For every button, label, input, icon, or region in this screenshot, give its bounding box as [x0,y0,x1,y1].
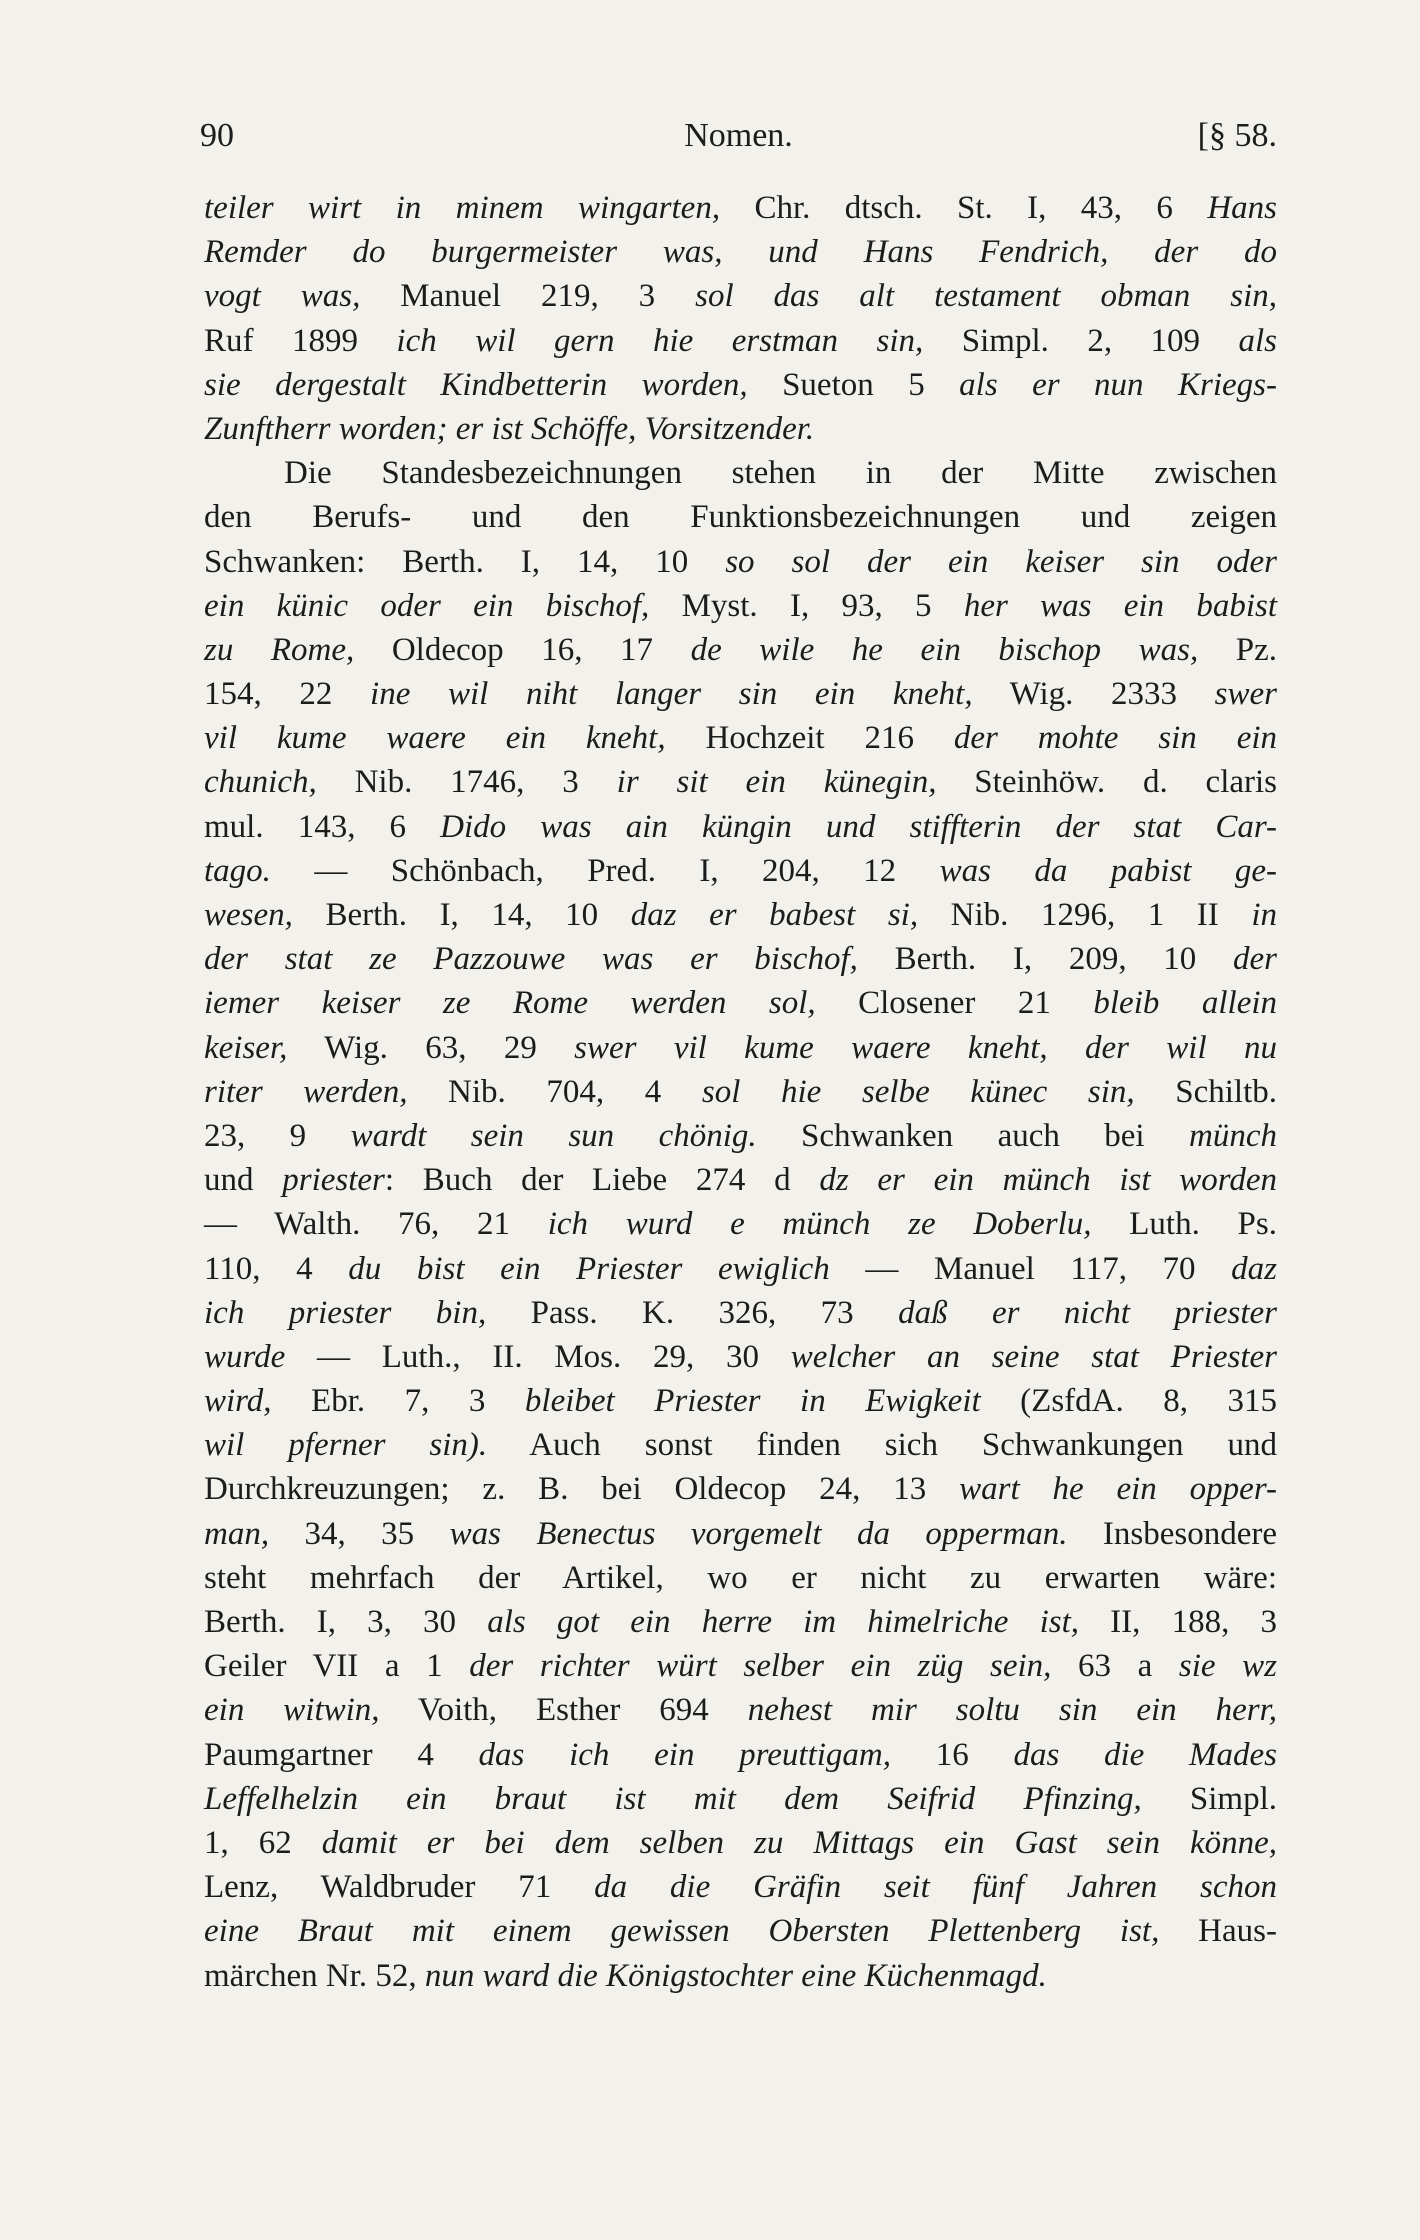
italic-citation-text: zu Rome, [204,631,355,668]
running-head [200,112,1277,160]
italic-citation-text: nun ward die Königstochter eine Küchenmagd. [424,1957,1047,1994]
roman-text: Geiler VII a 1 [204,1648,470,1685]
roman-text: 154, 22 [204,676,371,713]
roman-text: Schwanken auch bei [756,1117,1189,1154]
italic-citation-text: nehest mir soltu sin ein herr, [747,1692,1278,1729]
roman-text: Haus- [1159,1913,1277,1950]
roman-text: Nib. 1296, 1 II [918,897,1252,933]
text-line [204,716,1277,760]
italic-citation-text: so sol der ein keiser sin oder [725,543,1277,580]
roman-text: Pass. K. 326, 73 [486,1294,899,1331]
running-title: Nomen. [684,117,793,154]
italic-citation-text: Dido was ain küngin und stiffterin der stat Car- [440,808,1278,845]
italic-citation-text: der [1233,941,1278,978]
roman-text: Chr. dtsch. St. I, 43, 6 [720,190,1208,226]
text-line [204,1909,1277,1953]
italic-citation-text: priester [282,1162,385,1199]
italic-citation-text: dz er ein münch ist worden [819,1162,1277,1199]
italic-citation-text: welcher an seine stat Priester [790,1338,1277,1375]
roman-text: Berth. I, 209, 10 [857,941,1234,978]
text-line [204,849,1277,893]
roman-text: 34, 35 [269,1515,450,1552]
roman-text: Auch sonst finden sich Schwankungen und [487,1427,1277,1464]
roman-text: — Manuel 117, 70 [829,1250,1232,1287]
text-line [204,1777,1277,1821]
roman-text: — Schönbach, Pred. I, 204, 12 [270,852,940,889]
italic-citation-text: wil pferner sin). [204,1427,488,1464]
italic-citation-text: in [1251,897,1278,933]
text-line [204,495,1277,539]
roman-text: 16 [891,1736,1014,1773]
roman-text: : Buch der Liebe 274 d [384,1162,820,1199]
roman-text: Luth. Ps. [1091,1206,1277,1243]
italic-citation-text: was da pabist ge- [939,852,1277,889]
text-line [204,1379,1277,1423]
text-line [204,186,1277,230]
italic-citation-text: sol das alt testament obman sin, [695,278,1277,315]
text-line [204,1954,1277,1998]
text-line [204,893,1277,937]
roman-text: 23, 9 [204,1117,351,1154]
italic-citation-text: eine Braut mit einem gewissen Obersten Plettenberg ist, [204,1913,1160,1950]
italic-citation-text: da die Gräfin seit fünf Jahren schon [594,1869,1277,1906]
text-line [204,319,1277,363]
text-line [204,451,1277,495]
italic-citation-text: sie dergestalt Kindbetterin worden, [204,366,748,403]
text-line [204,1335,1277,1379]
italic-citation-text: als [1238,322,1278,359]
italic-citation-text: tago. [204,852,271,889]
italic-citation-text: teiler wirt in minem wingarten, [204,190,721,226]
text-line [204,937,1277,981]
roman-text: den Berufs- und den Funktionsbezeichnungen und zeigen [204,499,1277,536]
roman-text: 63 a [1051,1648,1179,1685]
italic-citation-text: wardt sein sun chönig. [350,1117,757,1154]
roman-text: Voith, Esther 694 [379,1692,748,1729]
text-line [204,1644,1277,1688]
roman-text: — Walth. 76, 21 [204,1206,548,1243]
text-line [204,1202,1277,1246]
italic-citation-text: iemer keiser ze Rome werden sol, [204,985,816,1022]
roman-text: Myst. I, 93, 5 [649,587,964,624]
italic-citation-text: keiser, [204,1029,288,1066]
italic-citation-text: man, [204,1515,270,1552]
page-number: 90 [200,117,234,154]
roman-text: (ZsfdA. 8, 315 [980,1383,1277,1420]
text-line [204,1467,1277,1511]
roman-text: mul. 143, 6 [204,808,441,845]
roman-text: märchen Nr. 52, [204,1957,425,1994]
text-line [204,1600,1277,1644]
roman-text: Schwanken: Berth. I, 14, 10 [204,543,726,580]
text-line [204,363,1277,407]
italic-citation-text: das ich ein preuttigam, [478,1736,892,1773]
italic-citation-text: damit er bei dem selben zu Mittags ein Gast sein könne, [321,1824,1278,1861]
italic-citation-text: münch [1189,1117,1277,1154]
text-line [204,1512,1277,1556]
text-line [204,628,1277,672]
roman-text: steht mehrfach der Artikel, wo er nicht zu erwarten wäre: [204,1559,1277,1596]
roman-text: Berth. I, 3, 30 [204,1604,488,1640]
roman-text: — Luth., II. Mos. 29, 30 [285,1338,791,1375]
roman-text: Closener 21 [815,985,1094,1022]
italic-citation-text: ine wil niht langer sin ein kneht, [370,676,973,713]
roman-text: Durchkreuzungen; z. B. bei Oldecop 24, 13 [204,1471,960,1508]
roman-text: Berth. I, 14, 10 [292,897,631,933]
italic-citation-text: ir sit ein künegin, [616,764,937,801]
italic-citation-text: als got ein herre im himelriche ist, [487,1604,1080,1640]
italic-citation-text: der stat ze Pazzouwe was er bischof, [204,941,858,978]
roman-text: Simpl. [1141,1780,1277,1817]
text-line [204,274,1277,318]
roman-text: Sueton 5 [747,366,960,403]
roman-text: Steinhöw. d. claris [936,764,1278,801]
text-line [204,584,1277,628]
italic-citation-text: ich priester bin, [204,1294,487,1331]
text-line [204,540,1277,584]
text-line [204,1070,1277,1114]
roman-text: Die Standesbezeichnungen stehen in der Mitte zwischen [284,455,1277,492]
roman-text: Oldecop 16, 17 [354,631,691,668]
italic-citation-text: Hans [1207,190,1277,226]
text-line [204,1688,1277,1732]
italic-citation-text: wart he ein opper- [959,1471,1277,1508]
text-line [204,672,1277,716]
italic-citation-text: vogt was, [204,278,361,315]
italic-citation-text: wesen, [204,897,293,933]
text-line [204,1423,1277,1467]
text-line [204,1026,1277,1070]
text-line [204,1556,1277,1600]
text-line [204,1291,1277,1335]
text-line [204,1865,1277,1909]
italic-citation-text: als er nun Kriegs- [959,366,1278,403]
roman-text: Lenz, Waldbruder 71 [204,1869,595,1906]
italic-citation-text: ich wil gern hie erstman sin, [396,322,924,359]
roman-text: Nib. 1746, 3 [316,764,617,801]
italic-citation-text: de wile he ein bischop was, [690,631,1199,668]
section-reference: [§ 58. [1197,117,1277,154]
roman-text: Ruf 1899 [204,322,397,359]
text-line [204,760,1277,804]
roman-text: Pz. [1198,631,1278,668]
roman-text: Nib. 704, 4 [407,1073,702,1110]
text-line [204,1733,1277,1777]
italic-citation-text: Zunftherr worden; er ist Schöffe, Vorsitzender. [204,410,815,447]
italic-citation-text: ich wurd e münch ze Doberlu, [547,1206,1092,1243]
italic-citation-text: swer [1214,676,1277,713]
italic-citation-text: sie wz [1178,1648,1277,1685]
italic-citation-text: Remder do burgermeister was, und Hans Fendrich, der do [204,234,1277,271]
roman-text: Wig. 2333 [972,676,1215,713]
roman-text: 1, 62 [204,1824,322,1861]
roman-text: Ebr. 7, 3 [271,1383,525,1420]
italic-citation-text: wird, [204,1383,272,1420]
italic-citation-text: bleibet Priester in Ewigkeit [524,1383,981,1420]
roman-text: Paumgartner 4 [204,1736,479,1773]
text-line [204,1247,1277,1291]
italic-citation-text: was Benectus vorgemelt da opperman. [449,1515,1068,1552]
roman-text: Wig. 63, 29 [287,1029,575,1066]
roman-text: Schiltb. [1134,1073,1278,1110]
italic-citation-text: du bist ein Priester ewiglich [348,1250,830,1287]
italic-citation-text: daz er babest si, [630,897,919,933]
roman-text: Simpl. 2, 109 [923,322,1239,359]
body-text [204,186,1277,1998]
text-line [204,407,1277,451]
italic-citation-text: her was ein babist [963,587,1277,624]
italic-citation-text: ein witwin, [204,1692,380,1729]
italic-citation-text: Leffelhelzin ein braut ist mit dem Seifrid Pfinzing, [204,1780,1142,1817]
text-line [204,805,1277,849]
text-line [204,981,1277,1025]
italic-citation-text: chunich, [204,764,317,801]
roman-text: 110, 4 [204,1250,349,1287]
italic-citation-text: daz [1231,1250,1277,1287]
italic-citation-text: sol hie selbe künec sin, [701,1073,1135,1110]
roman-text: Hochzeit 216 [665,720,954,757]
italic-citation-text: vil kume waere ein kneht, [204,720,666,757]
text-line [204,1821,1277,1865]
italic-citation-text: wurde [204,1338,286,1375]
italic-citation-text: das die Mades [1013,1736,1278,1773]
roman-text: Insbesondere [1067,1515,1277,1552]
italic-citation-text: der richter würt selber ein züg sein, [469,1648,1052,1685]
roman-text: II, 188, 3 [1079,1604,1277,1640]
italic-citation-text: bleib allein [1093,985,1278,1022]
roman-text: Manuel 219, 3 [360,278,696,315]
italic-citation-text: der mohte sin ein [953,720,1278,757]
text-line [204,1114,1277,1158]
text-line [204,230,1277,274]
text-line [204,1158,1277,1202]
roman-text: und [204,1162,283,1199]
italic-citation-text: swer vil kume waere kneht, der wil nu [574,1029,1277,1066]
italic-citation-text: riter werden, [204,1073,408,1110]
italic-citation-text: ein künic oder ein bischof, [204,587,650,624]
italic-citation-text: daß er nicht priester [898,1294,1277,1331]
